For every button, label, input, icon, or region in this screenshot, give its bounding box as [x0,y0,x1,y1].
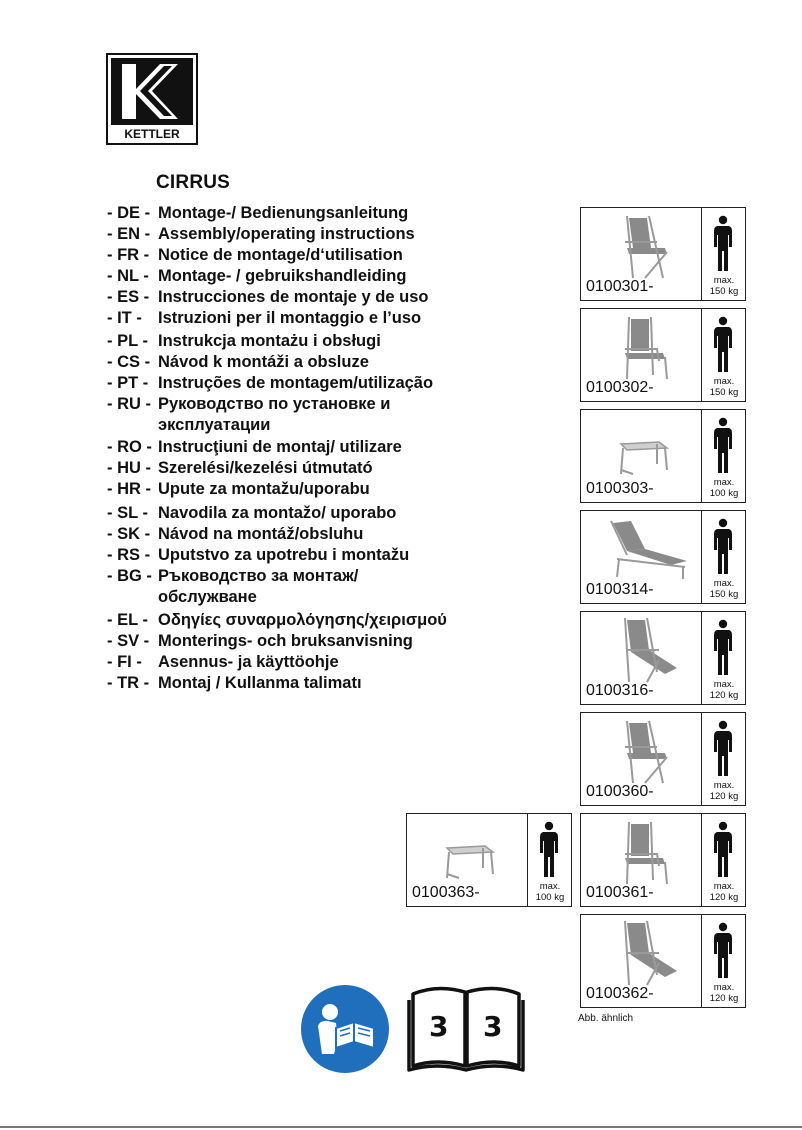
product-code: 0100363- [412,884,480,901]
language-code: - ES - [107,288,150,306]
language-code: - RO - [107,438,152,456]
language-code: - DE - [107,204,151,222]
language-row [107,352,567,373]
max-weight: 120 kg [709,892,739,903]
furniture-image [587,818,695,888]
language-row [107,287,567,308]
person-silhouette-icon [538,821,560,879]
max-label: max. [713,881,735,892]
language-code: - RS - [107,546,151,564]
language-title: Szerelési/kezelési útmutató [158,459,373,477]
max-weight: 100 kg [535,892,565,903]
logo-text: KETTLER [124,127,180,141]
language-row [107,652,567,673]
language-row [107,524,567,545]
book-page-left: 3 [429,1010,449,1043]
product-card [580,611,746,705]
language-row [107,631,567,652]
language-title: Monterings- och bruksanvisning [158,632,413,650]
language-code: - HU - [107,459,151,477]
product-code: 0100303- [586,480,654,497]
product-title: CIRRUS [156,172,231,193]
person-silhouette-icon [712,316,734,374]
max-weight: 120 kg [709,791,739,802]
language-row [107,394,567,436]
person-silhouette-icon [712,720,734,778]
max-weight: 150 kg [709,286,739,297]
language-row [107,545,567,566]
language-code: - SV - [107,632,150,650]
person-silhouette-icon [712,821,734,879]
max-label: max. [713,376,735,387]
language-list [107,203,567,694]
max-label: max. [713,578,735,589]
person-silhouette-icon [712,518,734,576]
person-silhouette-icon [712,619,734,677]
language-title: Asennus- ja käyttöohje [158,653,339,671]
language-title: Instrukcja montażu i obsługi [158,332,381,350]
language-title: Návod k montáži a obsluze [158,353,369,371]
language-row [107,479,567,500]
language-title: Οδηγίες συναρμολόγησης/χειρισμού [158,611,447,629]
language-title: Navodila za montažo/ uporabo [158,504,397,522]
language-title: Montaj / Kullanma talimatı [158,674,362,692]
language-code: - PT - [107,374,149,392]
product-code: 0100360- [586,783,654,800]
furniture-image [587,414,695,484]
kettler-logo [106,53,198,145]
product-card [580,914,746,1008]
language-row [107,266,567,287]
furniture-image [587,616,695,686]
product-card [580,712,746,806]
language-row [107,610,567,631]
language-row [107,458,567,479]
person-silhouette-icon [712,215,734,273]
language-title: Istruzioni per il montaggio e l’uso [158,309,422,327]
product-card [580,409,746,503]
max-label: max. [713,780,735,791]
language-title: Instruções de montagem/utilização [158,374,434,392]
product-code: 0100302- [586,379,654,396]
max-label: max. [713,477,735,488]
max-label: max. [713,275,735,286]
max-label: max. [539,881,561,892]
product-code: 0100316- [586,682,654,699]
furniture-image [587,919,695,989]
illustration-note: Abb. ähnlich [578,1013,634,1024]
language-row [107,373,567,394]
language-title: Uputstvo za upotrebu i montažu [158,546,410,564]
person-silhouette-icon [712,922,734,980]
language-code: - SK - [107,525,151,543]
language-code: - EN - [107,225,151,243]
product-code: 0100362- [586,985,654,1002]
language-row [107,331,567,352]
language-title: Upute za montažu/uporabu [158,480,370,498]
language-row [107,224,567,245]
language-code: - TR - [107,674,150,692]
language-code: - PL - [107,332,148,350]
max-weight: 150 kg [709,387,739,398]
max-label: max. [713,679,735,690]
product-code: 0100314- [586,581,654,598]
language-title: Návod na montáž/obsluhu [158,525,364,543]
book-page-right: 3 [483,1010,503,1043]
language-code: - FI - [107,653,142,671]
product-card [406,813,572,907]
product-card [580,510,746,604]
product-card [580,207,746,301]
max-label: max. [713,982,735,993]
language-code: - SL - [107,504,148,522]
language-code: - HR - [107,480,151,498]
language-row [107,308,567,329]
max-weight: 100 kg [709,488,739,499]
furniture-image [587,313,695,383]
language-title: Руководство по установке и эксплуатации [158,395,391,434]
language-code: - FR - [107,246,150,264]
product-card [580,308,746,402]
product-code: 0100361- [586,884,654,901]
furniture-image [587,515,695,585]
language-row [107,503,567,524]
language-title: Montage- / gebruikshandleiding [158,267,407,285]
person-silhouette-icon [712,417,734,475]
language-code: - NL - [107,267,149,285]
language-title: Assembly/operating instructions [158,225,415,243]
language-title: Montage-/ Bedienungsanleitung [158,204,409,222]
product-card [580,813,746,907]
language-code: - BG - [107,567,152,585]
language-row [107,437,567,458]
language-code: - RU - [107,395,151,413]
read-manual-icon [298,982,392,1076]
language-row [107,245,567,266]
page-bottom-rule [0,1126,802,1128]
language-row [107,673,567,694]
language-code: - EL - [107,611,148,629]
language-title: Ръководство за монтаж/ обслужване [158,567,359,606]
language-title: Instrucciones de montaje y de uso [158,288,429,306]
max-weight: 120 kg [709,993,739,1004]
max-weight: 120 kg [709,690,739,701]
language-row [107,203,567,224]
furniture-image [413,818,521,888]
manual-book-icon [407,980,525,1072]
language-row [107,566,567,608]
language-code: - IT - [107,309,142,327]
language-title: Instrucţiuni de montaj/ utilizare [158,438,402,456]
max-weight: 150 kg [709,589,739,600]
language-title: Notice de montage/d‘utilisation [158,246,403,264]
furniture-image [587,717,695,787]
product-code: 0100301- [586,278,654,295]
language-code: - CS - [107,353,151,371]
furniture-image [587,212,695,282]
